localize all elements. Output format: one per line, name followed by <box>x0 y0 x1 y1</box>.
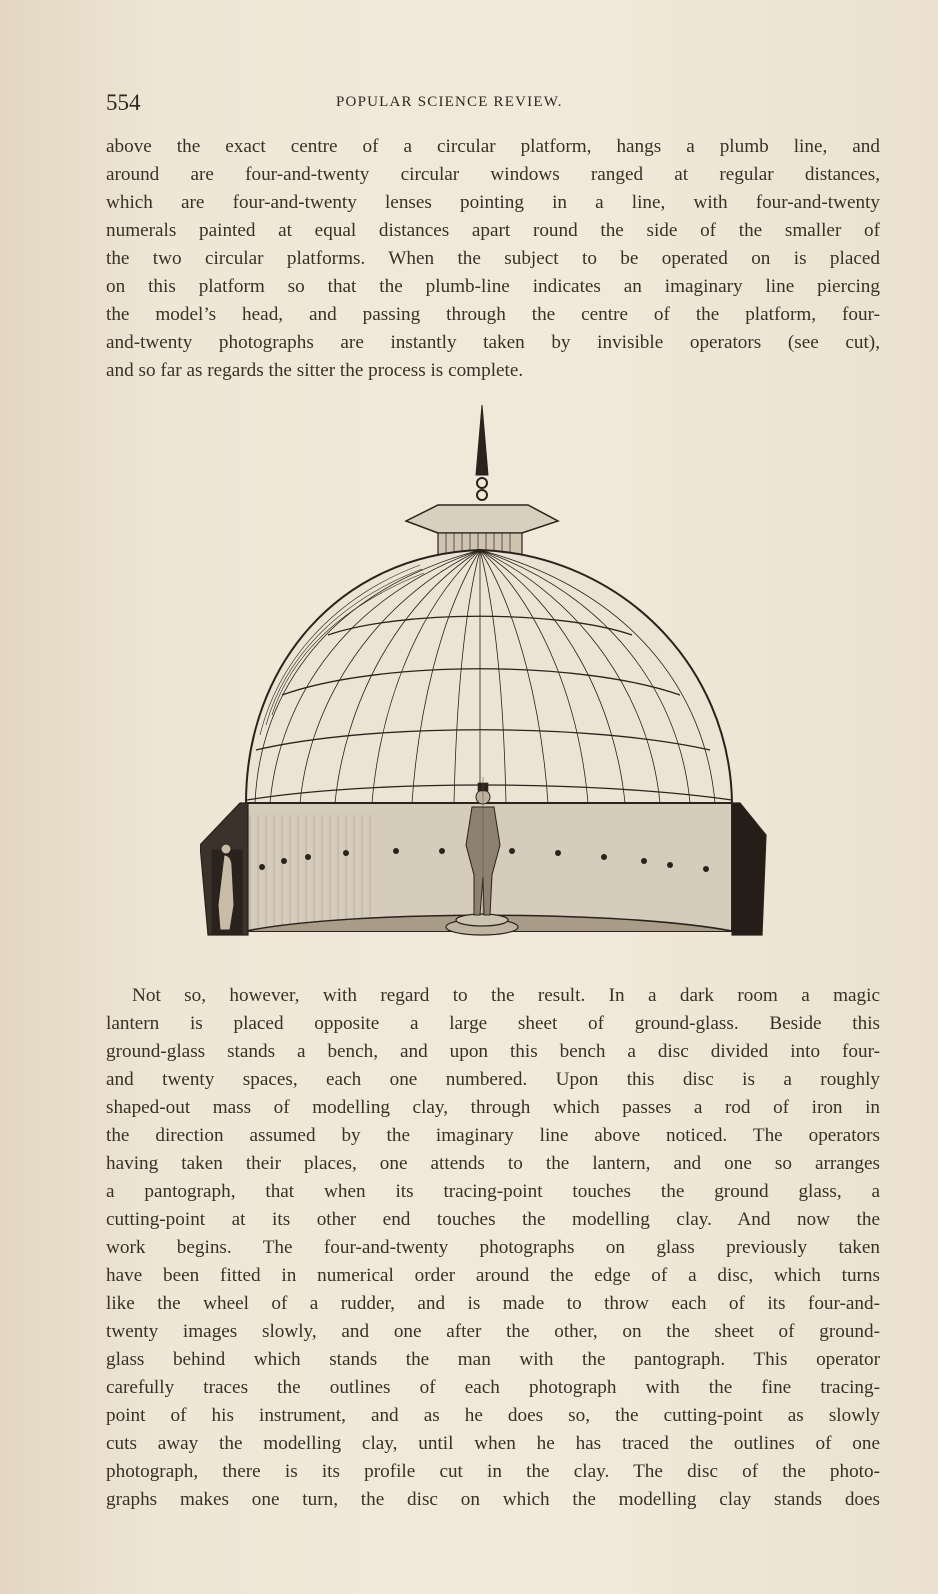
text-line: a pantograph, that when its tracing-point touches the ground glass, a <box>106 1181 880 1202</box>
text-line: Not so, however, with regard to the result. In a dark room a magic <box>132 985 880 1006</box>
text-line: numerals painted at equal distances apart round the side of the smaller of <box>106 220 880 241</box>
domed-photographic-studio-engraving-icon <box>200 405 780 955</box>
text-line: and-twenty photographs are instantly taken by invisible operators (see cut), <box>106 332 880 353</box>
text-line: the direction assumed by the imaginary line above noticed. The operators <box>106 1125 880 1146</box>
text-line: graphs makes one turn, the disc on which the modelling clay stands does <box>106 1489 880 1510</box>
text-line: and so far as regards the sitter the process is complete. <box>106 360 524 381</box>
text-line: ground-glass stands a bench, and upon this bench a disc divided into four- <box>106 1041 880 1062</box>
text-line: photograph, there is its profile cut in the clay. The disc of the photo- <box>106 1461 880 1482</box>
text-line: lantern is placed opposite a large sheet of ground-glass. Beside this <box>106 1013 880 1034</box>
text-line: have been fitted in numerical order around the edge of a disc, which turns <box>106 1265 880 1286</box>
text-line: the model’s head, and passing through the centre of the platform, four- <box>106 304 880 325</box>
text-line: which are four-and-twenty lenses pointing in a line, with four-and-twenty <box>106 192 880 213</box>
paragraph-2 <box>106 982 880 1514</box>
text-line: cutting-point at its other end touches the modelling clay. And now the <box>106 1209 880 1230</box>
studio-illustration <box>200 405 780 955</box>
text-line: cuts away the modelling clay, until when he has traced the outlines of one <box>106 1433 880 1454</box>
text-line: glass behind which stands the man with the pantograph. This operator <box>106 1349 880 1370</box>
text-line: twenty images slowly, and one after the other, on the sheet of ground- <box>106 1321 880 1342</box>
text-line: point of his instrument, and as he does so, the cutting-point as slowly <box>106 1405 880 1426</box>
text-line: carefully traces the outlines of each photograph with the fine tracing- <box>106 1377 880 1398</box>
text-line: above the exact centre of a circular platform, hangs a plumb line, and <box>106 136 880 157</box>
running-title: POPULAR SCIENCE REVIEW. <box>336 94 563 110</box>
paragraph-1 <box>106 133 880 385</box>
text-line: like the wheel of a rudder, and is made to throw each of its four-and- <box>106 1293 880 1314</box>
text-line: around are four-and-twenty circular windows ranged at regular distances, <box>106 164 880 185</box>
page-number: 554 <box>106 90 141 115</box>
text-line: having taken their places, one attends to the lantern, and one so arranges <box>106 1153 880 1174</box>
page-header <box>106 90 886 120</box>
text-line: on this platform so that the plumb-line indicates an imaginary line piercing <box>106 276 880 297</box>
text-line: the two circular platforms. When the subject to be operated on is placed <box>106 248 880 269</box>
text-line: and twenty spaces, each one numbered. Upon this disc is a roughly <box>106 1069 880 1090</box>
text-line: work begins. The four-and-twenty photographs on glass previously taken <box>106 1237 880 1258</box>
text-line: shaped-out mass of modelling clay, through which passes a rod of iron in <box>106 1097 880 1118</box>
